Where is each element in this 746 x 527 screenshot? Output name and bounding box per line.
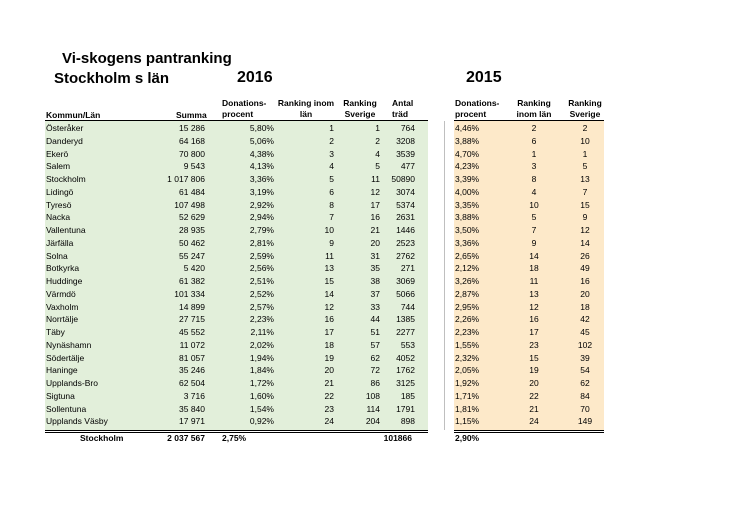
header-summa: Summa (176, 110, 207, 120)
cell-kommun: Ekerö (46, 148, 69, 159)
cell-donation: 2,23% (249, 314, 274, 325)
cell-kommun: Upplands-Bro (46, 378, 98, 388)
table-row (0, 212, 746, 223)
cell-summa: 61 382 (179, 276, 205, 286)
cell-rank-lan: 3 (329, 148, 334, 159)
cell-rank-lan-2015: 3 (531, 161, 537, 172)
cell-rank-lan-2015: 21 (529, 403, 539, 414)
cell-summa: 70 800 (179, 148, 205, 159)
cell-rank-sverige-2015: 2 (582, 123, 588, 133)
cell-rank-sverige: 57 (370, 339, 380, 350)
year-2016-heading: 2016 (237, 69, 273, 86)
table-row (0, 289, 746, 300)
cell-rank-lan-2015: 13 (529, 288, 539, 299)
cell-rank-sverige: 35 (370, 263, 380, 274)
cell-rank-lan-2015: 18 (529, 263, 539, 274)
total-row (0, 433, 746, 444)
cell-antal: 764 (400, 123, 415, 133)
cell-donation: 2,92% (249, 199, 274, 210)
cell-rank-sverige: 21 (370, 225, 380, 235)
cell-donation-2015: 3,35% (455, 199, 480, 210)
cell-rank-lan: 4 (329, 161, 334, 172)
cell-donation-2015: 2,23% (455, 327, 480, 337)
cell-donation: 3,19% (249, 186, 274, 197)
cell-rank-lan-2015: 10 (529, 199, 539, 210)
total-donation-2015: 2,90% (455, 433, 480, 443)
cell-rank-sverige: 1 (375, 123, 380, 133)
total-summa: 2 037 567 (167, 433, 205, 443)
cell-rank-sverige-2015: 62 (580, 378, 590, 388)
cell-rank-sverige-2015: 1 (582, 148, 588, 159)
cell-kommun: Värmdö (46, 288, 76, 299)
cell-donation: 5,06% (249, 135, 274, 146)
cell-rank-lan-2015: 22 (529, 390, 539, 401)
cell-summa: 35 246 (179, 365, 205, 376)
cell-rank-lan-2015: 6 (531, 135, 537, 146)
cell-donation: 2,57% (249, 301, 274, 312)
cell-kommun: Botkyrka (46, 263, 80, 274)
cell-rank-lan-2015: 23 (529, 339, 539, 350)
cell-rank-sverige: 72 (370, 365, 380, 376)
cell-kommun: Järfälla (46, 237, 74, 248)
cell-summa: 52 629 (179, 212, 205, 223)
table-row (0, 353, 746, 364)
cell-rank-lan-2015: 16 (529, 314, 539, 325)
cell-donation-2015: 4,00% (455, 186, 480, 197)
cell-rank-sverige: 2 (375, 135, 380, 146)
cell-donation: 1,94% (249, 352, 274, 363)
cell-rank-lan: 22 (324, 390, 334, 401)
table-row (0, 251, 746, 262)
cell-rank-sverige: 33 (370, 301, 380, 312)
cell-antal: 3539 (396, 148, 415, 159)
cell-donation: 1,60% (249, 390, 274, 401)
table-row (0, 161, 746, 172)
cell-rank-sverige-2015: 16 (580, 276, 590, 286)
cell-rank-sverige-2015: 5 (582, 161, 588, 172)
cell-antal: 3208 (396, 135, 415, 146)
cell-rank-lan: 23 (324, 403, 334, 414)
cell-antal: 3125 (396, 378, 415, 388)
cell-kommun: Sollentuna (46, 403, 87, 414)
cell-rank-sverige-2015: 49 (580, 263, 590, 274)
cell-summa: 1 017 806 (167, 174, 205, 184)
cell-rank-sverige: 11 (371, 174, 380, 184)
cell-rank-lan-2015: 2 (531, 123, 537, 133)
cell-rank-sverige-2015: 14 (580, 237, 590, 248)
total-donation: 2,75% (222, 433, 247, 443)
cell-donation-2015: 1,81% (455, 403, 480, 414)
table-row (0, 276, 746, 287)
cell-donation-2015: 3,50% (455, 225, 480, 235)
cell-summa: 35 840 (179, 403, 205, 414)
cell-antal: 1385 (396, 314, 415, 325)
cell-rank-lan-2015: 9 (531, 237, 537, 248)
cell-donation-2015: 2,87% (455, 288, 480, 299)
cell-summa: 27 715 (179, 314, 205, 325)
cell-antal: 1762 (396, 365, 415, 376)
cell-summa: 9 543 (183, 161, 205, 172)
cell-donation: 4,13% (249, 161, 274, 172)
cell-donation-2015: 2,05% (455, 365, 480, 376)
table-row (0, 136, 746, 147)
cell-rank-lan: 5 (329, 174, 334, 184)
cell-rank-sverige-2015: 10 (580, 135, 590, 146)
cell-antal: 271 (400, 263, 415, 274)
table-row (0, 404, 746, 415)
cell-donation-2015: 3,88% (455, 135, 480, 146)
cell-summa: 81 057 (179, 352, 205, 363)
table-row (0, 378, 746, 389)
cell-donation: 5,80% (249, 123, 274, 133)
cell-rank-lan: 6 (329, 186, 334, 197)
cell-rank-lan-2015: 11 (529, 276, 539, 286)
total-antal: 101866 (383, 433, 412, 443)
cell-summa: 3 716 (183, 390, 205, 401)
cell-kommun: Österåker (46, 123, 84, 133)
cell-kommun: Solna (46, 250, 68, 261)
cell-rank-lan: 12 (324, 301, 334, 312)
header-ranking-sverige-2015: Ranking Sverige (568, 98, 602, 119)
cell-rank-sverige-2015: 9 (582, 212, 588, 223)
cell-rank-lan: 1 (329, 123, 334, 133)
header-rule-2015 (454, 120, 604, 121)
cell-rank-lan: 21 (324, 378, 334, 388)
cell-rank-sverige-2015: 149 (577, 416, 593, 427)
header-ranking-lan-2016: Ranking inom län (277, 98, 335, 119)
cell-rank-sverige-2015: 13 (580, 174, 590, 184)
cell-donation: 2,81% (249, 237, 274, 248)
cell-rank-lan-2015: 8 (531, 174, 537, 184)
cell-rank-sverige-2015: 20 (580, 288, 590, 299)
cell-rank-sverige: 37 (370, 288, 380, 299)
cell-rank-sverige: 44 (370, 314, 380, 325)
cell-rank-lan: 16 (324, 314, 334, 325)
cell-donation-2015: 1,15% (455, 416, 480, 427)
cell-antal: 2277 (396, 327, 415, 337)
cell-antal: 3069 (396, 276, 415, 286)
table-row (0, 391, 746, 402)
cell-donation-2015: 4,70% (455, 148, 480, 159)
cell-rank-lan: 7 (329, 212, 334, 223)
cell-donation-2015: 4,23% (455, 161, 480, 172)
cell-rank-lan: 8 (329, 199, 334, 210)
cell-rank-sverige: 5 (375, 161, 380, 172)
cell-rank-sverige-2015: 15 (580, 199, 590, 210)
table-row (0, 225, 746, 236)
cell-donation: 1,72% (249, 378, 274, 388)
cell-summa: 45 552 (179, 327, 205, 337)
cell-rank-lan-2015: 7 (531, 225, 537, 235)
cell-rank-lan-2015: 17 (529, 327, 539, 337)
cell-rank-sverige: 62 (370, 352, 380, 363)
cell-donation-2015: 2,65% (455, 250, 480, 261)
cell-kommun: Vallentuna (46, 225, 86, 235)
cell-donation: 2,11% (250, 327, 274, 337)
cell-rank-lan-2015: 24 (529, 416, 539, 427)
cell-rank-sverige-2015: 26 (580, 250, 590, 261)
cell-summa: 64 168 (179, 135, 205, 146)
cell-antal: 5066 (396, 288, 415, 299)
cell-donation: 2,52% (249, 288, 274, 299)
cell-summa: 5 420 (183, 263, 205, 274)
cell-antal: 5374 (396, 199, 415, 210)
cell-kommun: Norrtälje (46, 314, 79, 325)
cell-donation-2015: 2,95% (455, 301, 480, 312)
cell-rank-lan: 9 (329, 237, 334, 248)
cell-rank-sverige: 20 (370, 237, 380, 248)
cell-rank-sverige: 108 (365, 390, 380, 401)
cell-summa: 15 286 (179, 123, 205, 133)
cell-donation-2015: 3,88% (455, 212, 480, 223)
cell-donation-2015: 3,36% (455, 237, 480, 248)
table-row (0, 238, 746, 249)
table-row (0, 263, 746, 274)
cell-rank-lan-2015: 4 (531, 186, 537, 197)
cell-antal: 898 (400, 416, 415, 427)
cell-donation: 2,79% (249, 225, 274, 235)
cell-donation-2015: 3,39% (455, 174, 480, 184)
header-donation-2016: Donations- procent (222, 98, 267, 119)
cell-rank-sverige: 31 (370, 250, 380, 261)
header-kommun: Kommun/Län (46, 110, 101, 120)
cell-antal: 2523 (396, 237, 415, 248)
cell-kommun: Vaxholm (46, 301, 79, 312)
table-row (0, 302, 746, 313)
cell-rank-lan: 20 (324, 365, 334, 376)
cell-kommun: Salem (46, 161, 71, 172)
cell-rank-sverige-2015: 54 (580, 365, 590, 376)
cell-antal: 2631 (396, 212, 415, 223)
cell-rank-sverige-2015: 42 (580, 314, 590, 325)
cell-antal: 744 (400, 301, 415, 312)
cell-kommun: Täby (46, 327, 65, 337)
cell-rank-sverige: 4 (375, 148, 380, 159)
cell-rank-sverige: 12 (370, 186, 380, 197)
header-donation-2015: Donations- procent (455, 98, 500, 119)
cell-rank-sverige-2015: 84 (580, 390, 590, 401)
cell-antal: 2762 (396, 250, 415, 261)
cell-rank-lan-2015: 20 (529, 378, 539, 388)
cell-donation-2015: 2,12% (455, 263, 480, 274)
cell-rank-lan: 10 (324, 225, 334, 235)
cell-rank-lan: 24 (324, 416, 334, 427)
cell-rank-lan: 11 (325, 250, 334, 261)
cell-donation-2015: 4,46% (455, 123, 480, 133)
cell-rank-sverige: 38 (370, 276, 380, 286)
cell-antal: 1446 (396, 225, 415, 235)
cell-rank-sverige-2015: 70 (580, 403, 590, 414)
cell-donation: 4,38% (249, 148, 274, 159)
cell-donation: 0,92% (249, 416, 274, 427)
table-row (0, 200, 746, 211)
cell-donation: 1,84% (249, 365, 274, 376)
header-ranking-sverige-2016: Ranking Sverige (343, 98, 377, 119)
cell-rank-sverige: 114 (366, 403, 380, 414)
cell-rank-lan: 13 (324, 263, 334, 274)
cell-kommun: Tyresö (46, 199, 72, 210)
cell-summa: 17 971 (179, 416, 205, 427)
cell-antal: 3074 (396, 186, 415, 197)
cell-summa: 107 498 (174, 199, 205, 210)
table-row (0, 123, 746, 134)
cell-rank-sverige: 51 (370, 327, 380, 337)
cell-summa: 14 899 (179, 301, 205, 312)
cell-kommun: Upplands Väsby (46, 416, 108, 427)
cell-rank-lan-2015: 12 (529, 301, 539, 312)
cell-rank-sverige: 17 (370, 199, 380, 210)
cell-rank-sverige-2015: 102 (577, 339, 593, 350)
cell-summa: 11 072 (179, 339, 205, 350)
cell-kommun: Stockholm (46, 174, 86, 184)
table-row (0, 174, 746, 185)
cell-kommun: Haninge (46, 365, 78, 376)
cell-antal: 4052 (396, 352, 415, 363)
cell-rank-lan-2015: 5 (531, 212, 537, 223)
page-subtitle: Stockholm s län (54, 70, 170, 87)
cell-rank-sverige-2015: 45 (580, 327, 590, 337)
cell-donation-2015: 1,71% (455, 390, 480, 401)
cell-rank-lan: 18 (324, 339, 334, 350)
cell-kommun: Huddinge (46, 276, 83, 286)
cell-summa: 101 334 (174, 288, 205, 299)
cell-donation: 2,56% (249, 263, 274, 274)
total-rule-2016-a (45, 430, 428, 431)
cell-rank-lan: 14 (324, 288, 334, 299)
cell-rank-lan: 17 (324, 327, 334, 337)
cell-antal: 50890 (391, 174, 415, 184)
cell-donation: 3,36% (249, 174, 274, 184)
cell-rank-lan: 15 (324, 276, 334, 286)
cell-rank-lan-2015: 1 (531, 148, 537, 159)
cell-rank-lan: 19 (324, 352, 334, 363)
cell-summa: 61 484 (179, 186, 205, 197)
table-row (0, 187, 746, 198)
cell-antal: 477 (400, 161, 415, 172)
table-row (0, 149, 746, 160)
cell-summa: 50 462 (179, 237, 205, 248)
cell-kommun: Lidingö (46, 186, 74, 197)
cell-kommun: Nynäshamn (46, 339, 92, 350)
cell-rank-lan-2015: 15 (529, 352, 539, 363)
cell-rank-sverige-2015: 39 (580, 352, 590, 363)
cell-rank-sverige: 86 (370, 378, 380, 388)
cell-donation: 2,51% (249, 276, 274, 286)
table-row (0, 327, 746, 338)
cell-rank-lan-2015: 14 (529, 250, 539, 261)
cell-donation: 2,02% (249, 339, 274, 350)
cell-kommun: Nacka (46, 212, 71, 223)
header-rule-2016 (45, 120, 428, 121)
header-ranking-lan-2015: Ranking inom län (516, 98, 552, 119)
cell-donation-2015: 1,55% (455, 339, 480, 350)
cell-antal: 553 (400, 339, 415, 350)
cell-kommun: Sigtuna (46, 390, 75, 401)
total-kommun: Stockholm (80, 433, 124, 443)
cell-donation: 2,59% (249, 250, 274, 261)
year-2015-heading: 2015 (466, 69, 502, 86)
cell-summa: 62 504 (179, 378, 205, 388)
table-row (0, 416, 746, 427)
cell-rank-lan: 2 (329, 135, 334, 146)
cell-rank-lan-2015: 19 (529, 365, 539, 376)
cell-antal: 1791 (396, 403, 415, 414)
cell-rank-sverige: 204 (365, 416, 380, 427)
cell-donation: 1,54% (249, 403, 274, 414)
page-title: Vi-skogens pantranking (62, 50, 232, 67)
cell-donation-2015: 2,32% (455, 352, 480, 363)
cell-rank-sverige-2015: 18 (580, 301, 590, 312)
cell-donation-2015: 2,26% (455, 314, 480, 325)
cell-rank-sverige-2015: 12 (580, 225, 590, 235)
cell-summa: 55 247 (179, 250, 205, 261)
table-row (0, 365, 746, 376)
cell-donation: 2,94% (249, 212, 274, 223)
cell-donation-2015: 3,26% (455, 276, 480, 286)
cell-kommun: Danderyd (46, 135, 83, 146)
table-row (0, 314, 746, 325)
cell-antal: 185 (400, 390, 415, 401)
table-row (0, 340, 746, 351)
cell-rank-sverige: 16 (370, 212, 380, 223)
total-rule-2015-a (454, 430, 604, 431)
cell-summa: 28 935 (179, 225, 205, 235)
cell-kommun: Södertälje (46, 352, 85, 363)
cell-donation-2015: 1,92% (455, 378, 480, 388)
cell-rank-sverige-2015: 7 (582, 186, 588, 197)
header-antal-trad: Antal träd (392, 98, 414, 119)
